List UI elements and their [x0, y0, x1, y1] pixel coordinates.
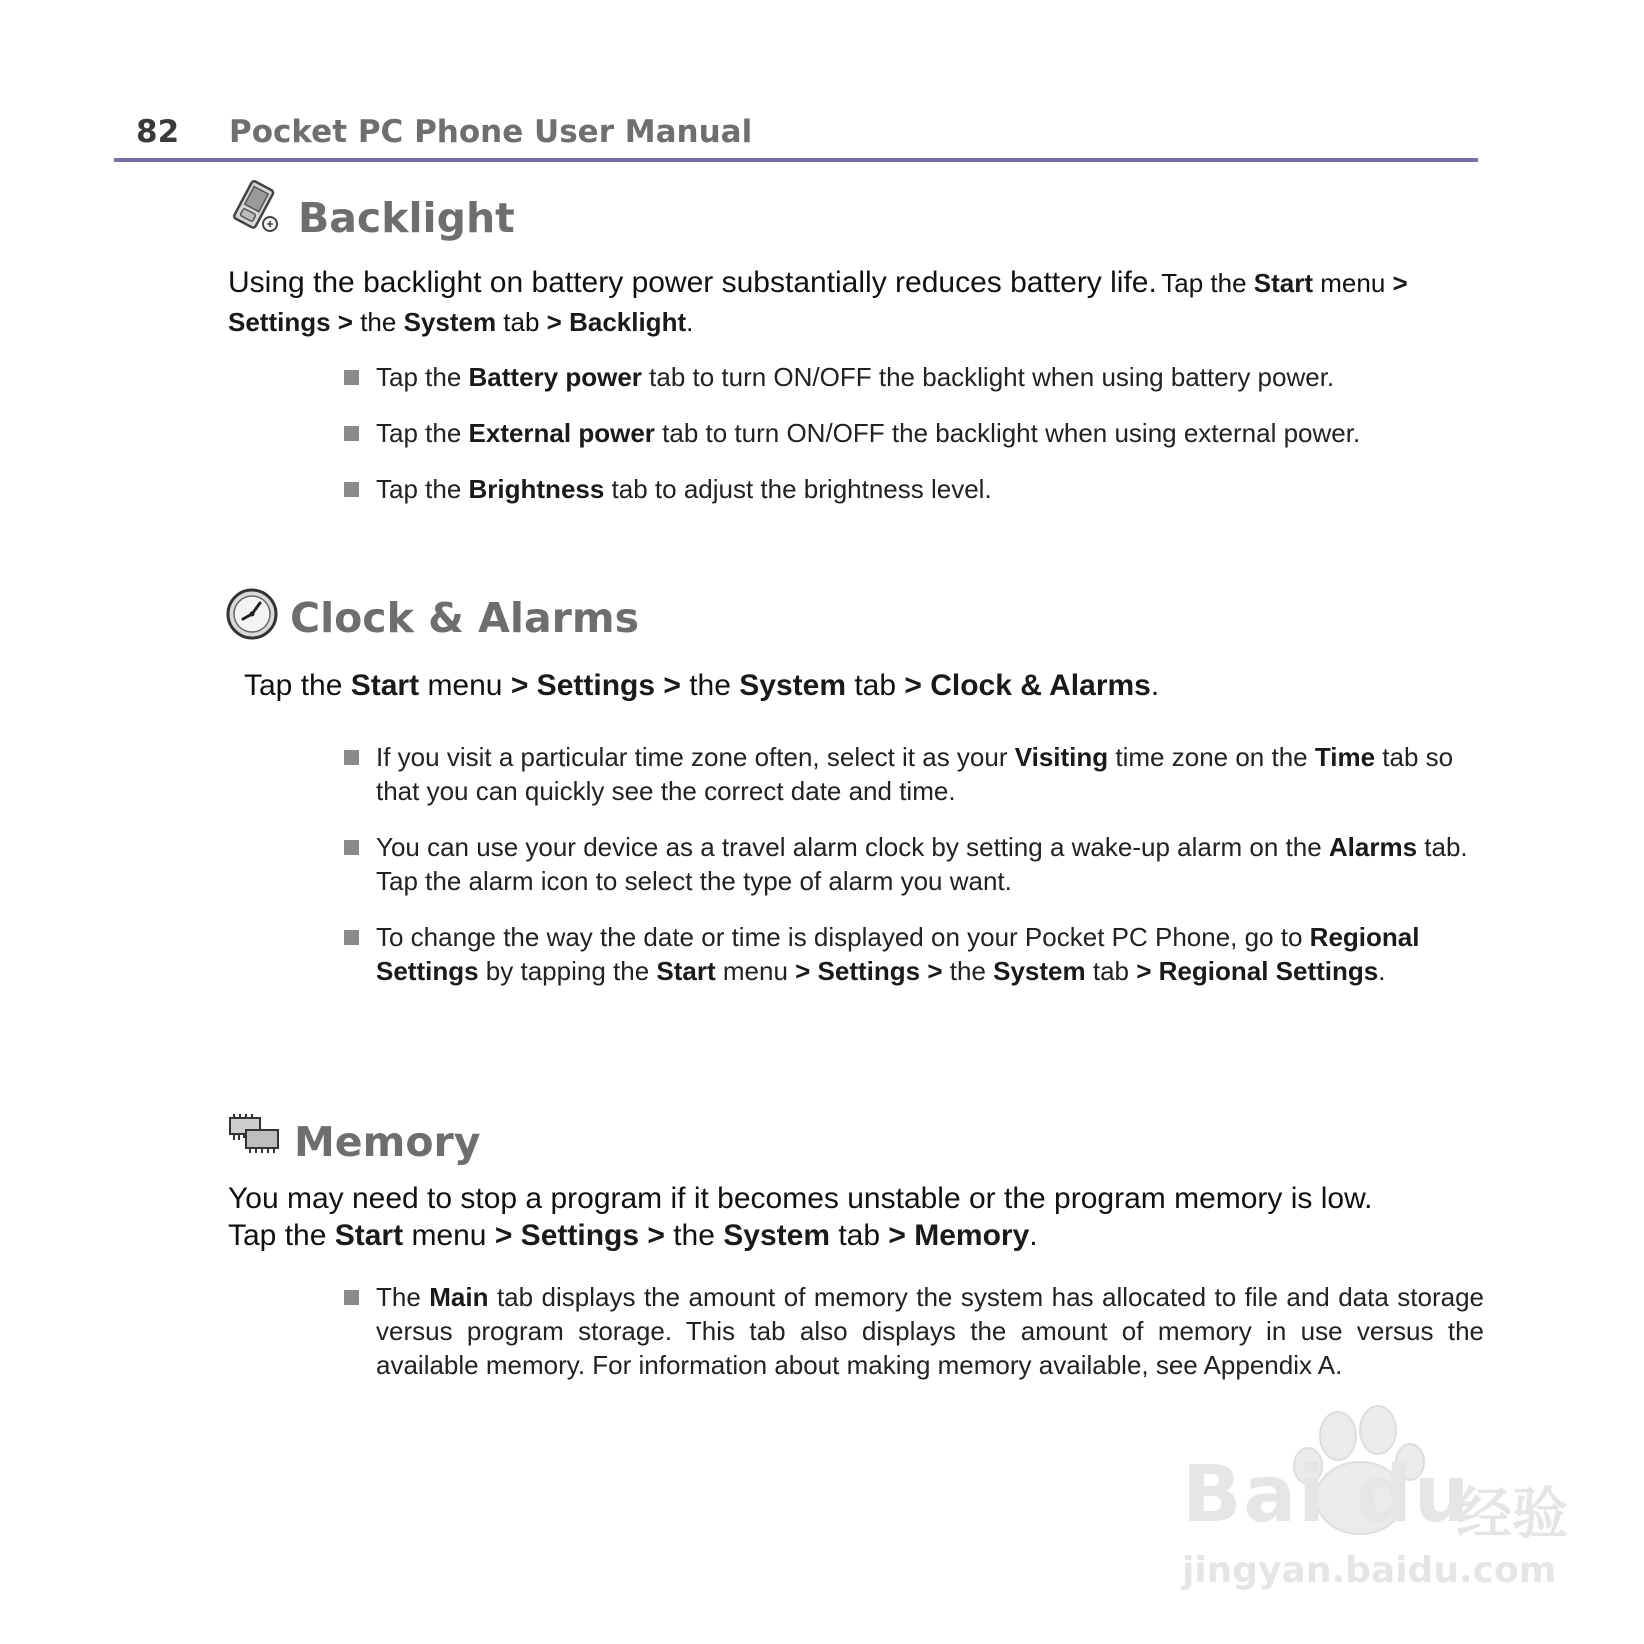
- square-bullet-icon: [344, 370, 359, 385]
- list-item: Tap the External power tab to turn ON/OFF the backlight when using external power.: [344, 416, 1484, 450]
- backlight-intro: [228, 265, 1478, 344]
- clock-bullet-list: [344, 740, 1484, 988]
- manual-title: Pocket PC Phone User Manual: [229, 114, 753, 150]
- baidu-watermark: [1160, 1400, 1580, 1590]
- memory-bullet-list: [344, 1280, 1484, 1382]
- square-bullet-icon: [344, 426, 359, 441]
- memory-intro-lead: You may need to stop a program if it becomes unstable or the program memory is low.: [228, 1182, 1373, 1215]
- clock-icon: [226, 586, 282, 642]
- section-title-backlight: Backlight: [298, 194, 515, 242]
- list-item: Tap the Brightness tab to adjust the brightness level.: [344, 472, 1484, 506]
- list-item: To change the way the date or time is displayed on your Pocket PC Phone, go to Regional Settings by tapping the Start menu > Settings > the System tab > Regional Settings.: [344, 920, 1484, 988]
- square-bullet-icon: [344, 750, 359, 765]
- memory-intro: [228, 1180, 1478, 1254]
- clock-intro: Tap the Start menu > Settings > the System tab > Clock & Alarms.: [244, 669, 1160, 702]
- header-rule: [114, 158, 1478, 162]
- page-number: 82: [136, 114, 180, 150]
- backlight-intro-path: Tap the Start menu > Settings > the System tab > Backlight.: [228, 268, 1408, 337]
- watermark-brand-cn: 经验: [1456, 1482, 1568, 1547]
- watermark-url: jingyan.baidu.com: [1182, 1550, 1557, 1591]
- list-item: If you visit a particular time zone often, select it as your Visiting time zone on the Time tab so that you can quickly see the correct date and time.: [344, 740, 1484, 808]
- list-item: Tap the Battery power tab to turn ON/OFF the backlight when using battery power.: [344, 360, 1484, 394]
- memory-chip-icon: [226, 1112, 282, 1156]
- list-item: You can use your device as a travel alarm clock by setting a wake-up alarm on the Alarms tab. Tap the alarm icon to select the type of alarm you want.: [344, 830, 1484, 898]
- backlight-bullet-list: [344, 360, 1484, 506]
- memory-intro-path: Tap the Start menu > Settings > the System tab > Memory.: [228, 1219, 1038, 1252]
- square-bullet-icon: [344, 930, 359, 945]
- square-bullet-icon: [344, 482, 359, 497]
- backlight-intro-lead: Using the backlight on battery power substantially reduces battery life.: [228, 266, 1157, 299]
- section-title-clock-alarms: Clock & Alarms: [290, 594, 639, 642]
- square-bullet-icon: [344, 1290, 359, 1305]
- section-title-memory: Memory: [294, 1118, 481, 1166]
- watermark-brand: Bai du: [1182, 1450, 1472, 1540]
- page-header: [114, 104, 1478, 164]
- backlight-device-icon: [226, 180, 282, 236]
- list-item: The Main tab displays the amount of memory the system has allocated to file and data storage versus program storage. This tab also displays the amount of memory in use versus the available memory. For information about making memory available, see Appendix A.: [344, 1280, 1484, 1382]
- square-bullet-icon: [344, 840, 359, 855]
